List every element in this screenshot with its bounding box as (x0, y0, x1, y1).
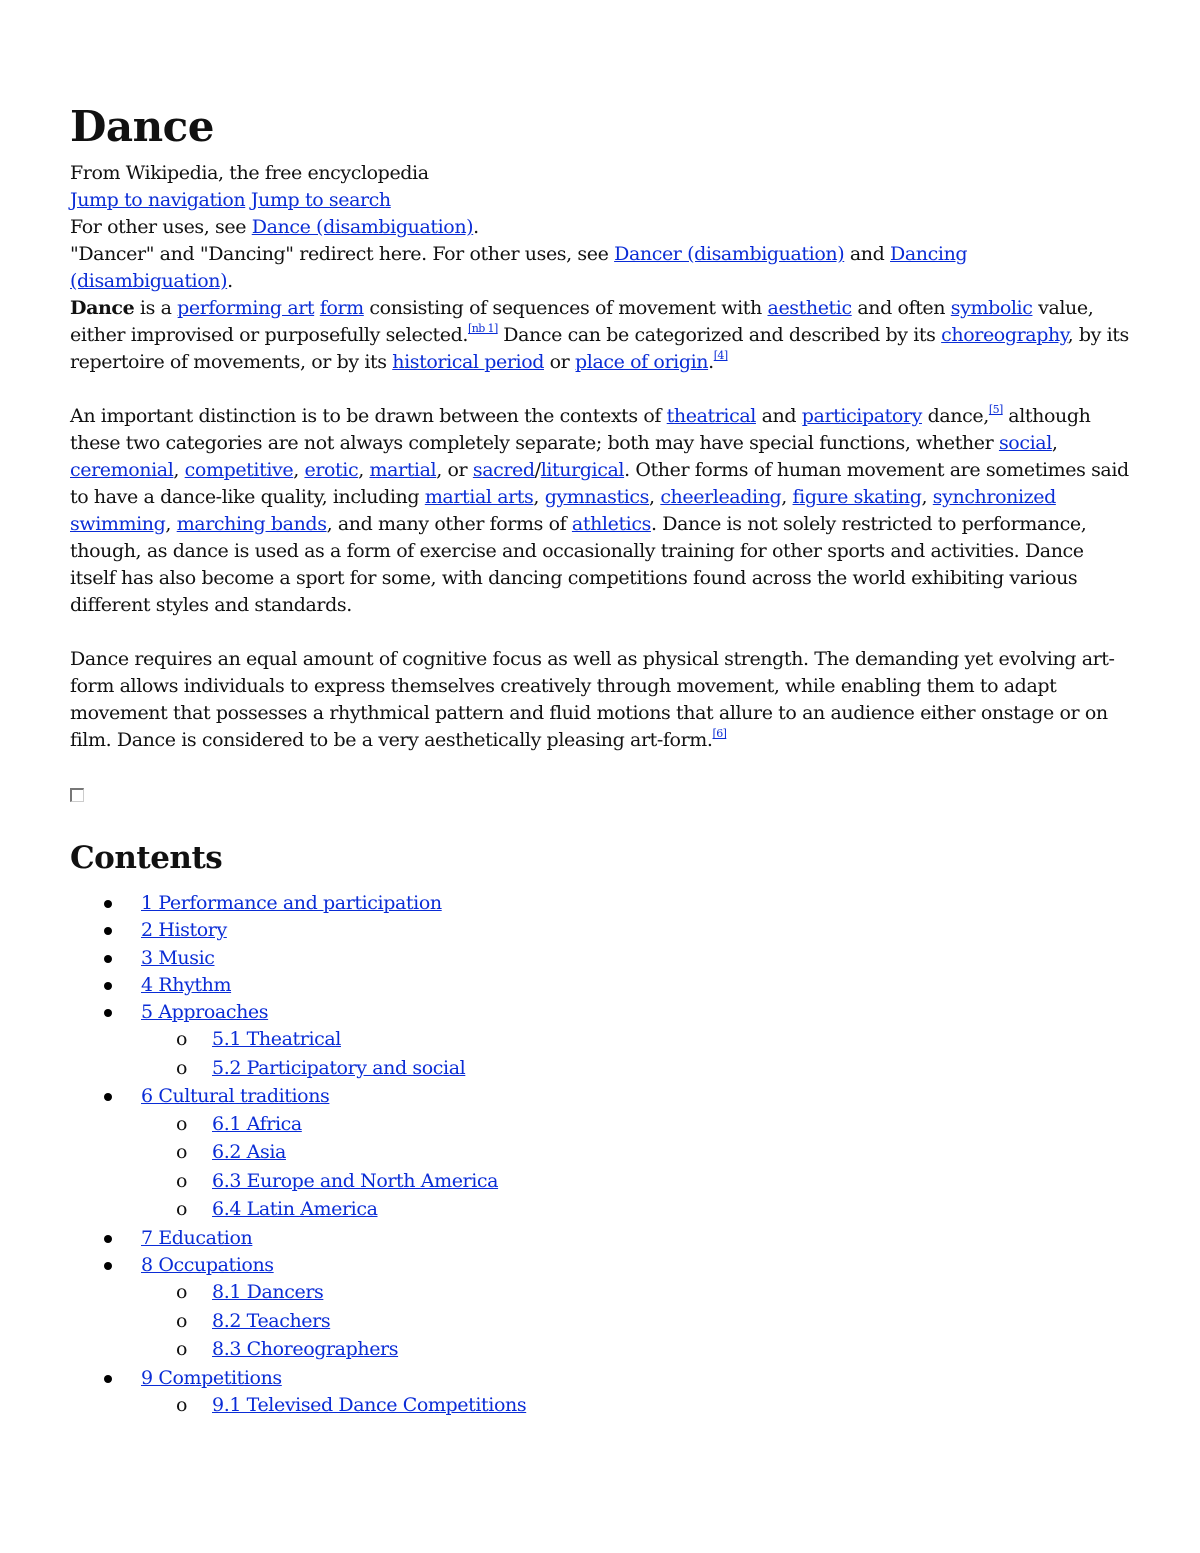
hatnote-redirect (70, 241, 1130, 295)
aesthetic-link[interactable]: aesthetic (767, 297, 852, 319)
text: , and many other forms of (326, 513, 572, 535)
toc-subitem (70, 1111, 1130, 1140)
theatrical-link[interactable]: theatrical (666, 405, 756, 427)
athletics-link[interactable]: athletics (571, 513, 651, 535)
toc-link-history[interactable]: 2 History (141, 919, 227, 942)
liturgical-link[interactable]: liturgical (540, 459, 625, 481)
text: , (165, 513, 177, 535)
toc-link-europe-north-america[interactable]: 6.3 Europe and North America (212, 1169, 499, 1192)
toc-link-approaches[interactable]: 5 Approaches (141, 1001, 269, 1024)
choreography-link[interactable]: choreography (941, 324, 1068, 346)
text: , (358, 459, 370, 481)
toc-link-cultural-traditions[interactable]: 6 Cultural traditions (141, 1085, 330, 1108)
form-link[interactable]: form (319, 297, 364, 319)
text: , (173, 459, 185, 481)
historical-period-link[interactable]: historical period (392, 351, 544, 373)
marching-bands-link[interactable]: marching bands (176, 513, 327, 535)
toc-subitem (70, 1168, 1130, 1197)
reference-6[interactable]: [6] (712, 727, 727, 740)
hatnote-text: . (473, 216, 479, 238)
toc-item (70, 917, 1130, 944)
social-link[interactable]: social (998, 432, 1052, 454)
reference-5[interactable]: [5] (988, 403, 1003, 416)
text: and (755, 405, 802, 427)
dance-disambiguation-link[interactable]: Dance (disambiguation) (251, 216, 474, 238)
text: although these two categories are not always completely separate; both may have special functions, whether (70, 405, 1091, 454)
hatnote-disambiguation (70, 214, 1130, 241)
text: , by its repertoire of movements, or by its (70, 324, 1129, 373)
toc-link-occupations[interactable]: 8 Occupations (141, 1254, 274, 1277)
toc-item (70, 945, 1130, 972)
hatnote-text: For other uses, see (70, 216, 252, 238)
toc-subitem (70, 1279, 1130, 1308)
text: . Dance is not solely restricted to performance, though, as dance is used as a form of exercise and occasionally training for other sports and activities. Dance itself has also become a sport for some, with dancing competitions found across the world exhibiting various different styles and standards. (70, 513, 1087, 616)
text: , (781, 486, 793, 508)
gymnastics-link[interactable]: gymnastics (544, 486, 650, 508)
toc-subitem (70, 1196, 1130, 1225)
cheerleading-link[interactable]: cheerleading (660, 486, 782, 508)
erotic-link[interactable]: erotic (304, 459, 359, 481)
toc-link-theatrical[interactable]: 5.1 Theatrical (212, 1028, 341, 1051)
toc-subitem (70, 1026, 1130, 1055)
dancing-disambiguation-link[interactable]: Dancing (disambiguation) (70, 243, 968, 292)
reference-4[interactable]: [4] (713, 349, 728, 362)
toc-link-education[interactable]: 7 Education (141, 1226, 253, 1249)
figure-skating-link[interactable]: figure skating (792, 486, 922, 508)
hatnote-text: and (844, 243, 891, 265)
text: Dance requires an equal amount of cognitive focus as well as physical strength. The demanding yet evolving art-form allows individuals to express themselves creatively through movement, while enabling them to adapt movement that possesses a rhythmical pattern and fluid motions that allure to an audience either onstage or on film. Dance is considered to be a very aesthetically pleasing art-form. (70, 648, 1115, 751)
toc-item (70, 890, 1130, 917)
toc-link-participatory-social[interactable]: 5.2 Participatory and social (212, 1056, 466, 1079)
contexts-paragraph (70, 403, 1130, 619)
competitive-link[interactable]: competitive (184, 459, 294, 481)
reference-nb1[interactable]: [nb 1] (468, 322, 498, 335)
text: , or (436, 459, 473, 481)
text: , (921, 486, 933, 508)
tagline: From Wikipedia, the free encyclopedia (70, 162, 429, 184)
page-title: Dance (70, 102, 214, 151)
toc-item (70, 972, 1130, 999)
toc-link-competitions[interactable]: 9 Competitions (141, 1366, 282, 1389)
toc-link-rhythm[interactable]: 4 Rhythm (141, 973, 232, 996)
jump-to-search-link[interactable]: Jump to search (250, 189, 391, 211)
hatnote-text: . (227, 270, 233, 292)
toc-subitem (70, 1336, 1130, 1365)
text: dance, (921, 405, 989, 427)
intro-paragraph (70, 295, 1130, 376)
cognitive-paragraph (70, 646, 1130, 754)
participatory-link[interactable]: participatory (801, 405, 922, 427)
text: and often (851, 297, 951, 319)
toc-link-dancers[interactable]: 8.1 Dancers (212, 1281, 324, 1304)
text: value, either improvised or purposefully selected. (70, 297, 1094, 346)
symbolic-link[interactable]: symbolic (950, 297, 1033, 319)
synchronized-swimming-link[interactable]: synchronized swimming (70, 486, 1056, 535)
bold-term: Dance (70, 297, 135, 319)
ceremonial-link[interactable]: ceremonial (70, 459, 174, 481)
toc-item (70, 999, 1130, 1026)
place-of-origin-link[interactable]: place of origin (575, 351, 709, 373)
text: , (649, 486, 661, 508)
toc-item (70, 1252, 1130, 1279)
toc-link-televised-competitions[interactable]: 9.1 Televised Dance Competitions (212, 1394, 527, 1417)
table-of-contents (70, 890, 1130, 1421)
toc-link-asia[interactable]: 6.2 Asia (212, 1141, 286, 1164)
jump-links (70, 187, 1130, 214)
toc-link-performance[interactable]: 1 Performance and participation (141, 892, 442, 914)
article (70, 100, 1130, 1421)
toc-link-latin-america[interactable]: 6.4 Latin America (212, 1198, 378, 1221)
contents-heading: Contents (70, 840, 223, 876)
toc-subitem (70, 1055, 1130, 1084)
toc-subitem (70, 1139, 1130, 1168)
martial-link[interactable]: martial (369, 459, 437, 481)
text: Dance can be categorized and described by its (497, 324, 942, 346)
text: , (533, 486, 545, 508)
dancer-disambiguation-link[interactable]: Dancer (disambiguation) (614, 243, 845, 265)
toc-subitem (70, 1308, 1130, 1337)
text: . (708, 351, 714, 373)
text: . Other forms of human movement are sometimes said to have a dance-like quality, including (70, 459, 1129, 508)
hatnote-text: "Dancer" and "Dancing" redirect here. For other uses, see (70, 243, 615, 265)
toc-item (70, 1083, 1130, 1110)
jump-to-navigation-link[interactable]: Jump to navigation (70, 189, 246, 211)
toc-item (70, 1365, 1130, 1392)
performing-art-link[interactable]: performing art (177, 297, 315, 319)
image-placeholder-icon[interactable] (70, 788, 84, 802)
text: An important distinction is to be drawn between the contexts of (70, 405, 667, 427)
toc-link-africa[interactable]: 6.1 Africa (212, 1112, 302, 1135)
sacred-link[interactable]: sacred (472, 459, 535, 481)
text: , (1051, 432, 1058, 454)
toc-item (70, 1225, 1130, 1252)
toc-link-choreographers[interactable]: 8.3 Choreographers (212, 1338, 399, 1361)
toc-link-teachers[interactable]: 8.2 Teachers (212, 1309, 331, 1332)
text: is a (134, 297, 178, 319)
text: / (534, 459, 541, 481)
text: consisting of sequences of movement with (363, 297, 768, 319)
text: or (544, 351, 576, 373)
text: , (293, 459, 305, 481)
toc-subitem (70, 1392, 1130, 1421)
martial-arts-link[interactable]: martial arts (424, 486, 534, 508)
toc-link-music[interactable]: 3 Music (141, 946, 215, 969)
